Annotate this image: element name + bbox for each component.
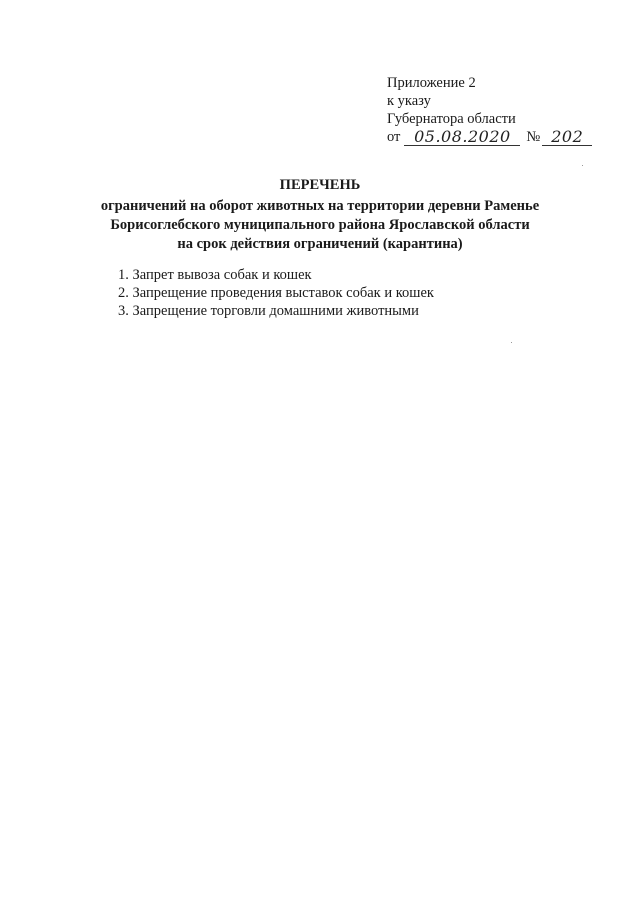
number-sign: №: [526, 129, 541, 145]
handwritten-number: 202: [542, 129, 592, 146]
title-heading: ПЕРЕЧЕНЬ: [279, 177, 361, 193]
appendix-governor-ref: Губернатора области: [387, 111, 516, 127]
scan-speck: [582, 165, 583, 166]
appendix-date-number-line: [387, 128, 607, 146]
from-label: от: [387, 129, 401, 145]
list-item: 3. Запрещение торговли домашними животными: [118, 303, 419, 319]
scan-speck: [511, 342, 512, 343]
list-item: 1. Запрет вывоза собак и кошек: [118, 267, 312, 283]
restrictions-list: [118, 266, 434, 320]
title-line-2: Борисоглебского муниципального района Ярославской области: [110, 217, 530, 233]
title-line-3: на срок действия ограничений (карантина): [177, 236, 463, 252]
appendix-header: [387, 74, 607, 146]
appendix-decree-ref: к указу: [387, 93, 431, 109]
appendix-label: Приложение 2: [387, 75, 476, 91]
document-title: [0, 176, 640, 254]
title-line-1: ограничений на оборот животных на территории деревни Раменье: [100, 198, 540, 214]
handwritten-date: 05.08.2020: [404, 129, 520, 146]
list-item: 2. Запрещение проведения выставок собак и кошек: [118, 285, 434, 301]
